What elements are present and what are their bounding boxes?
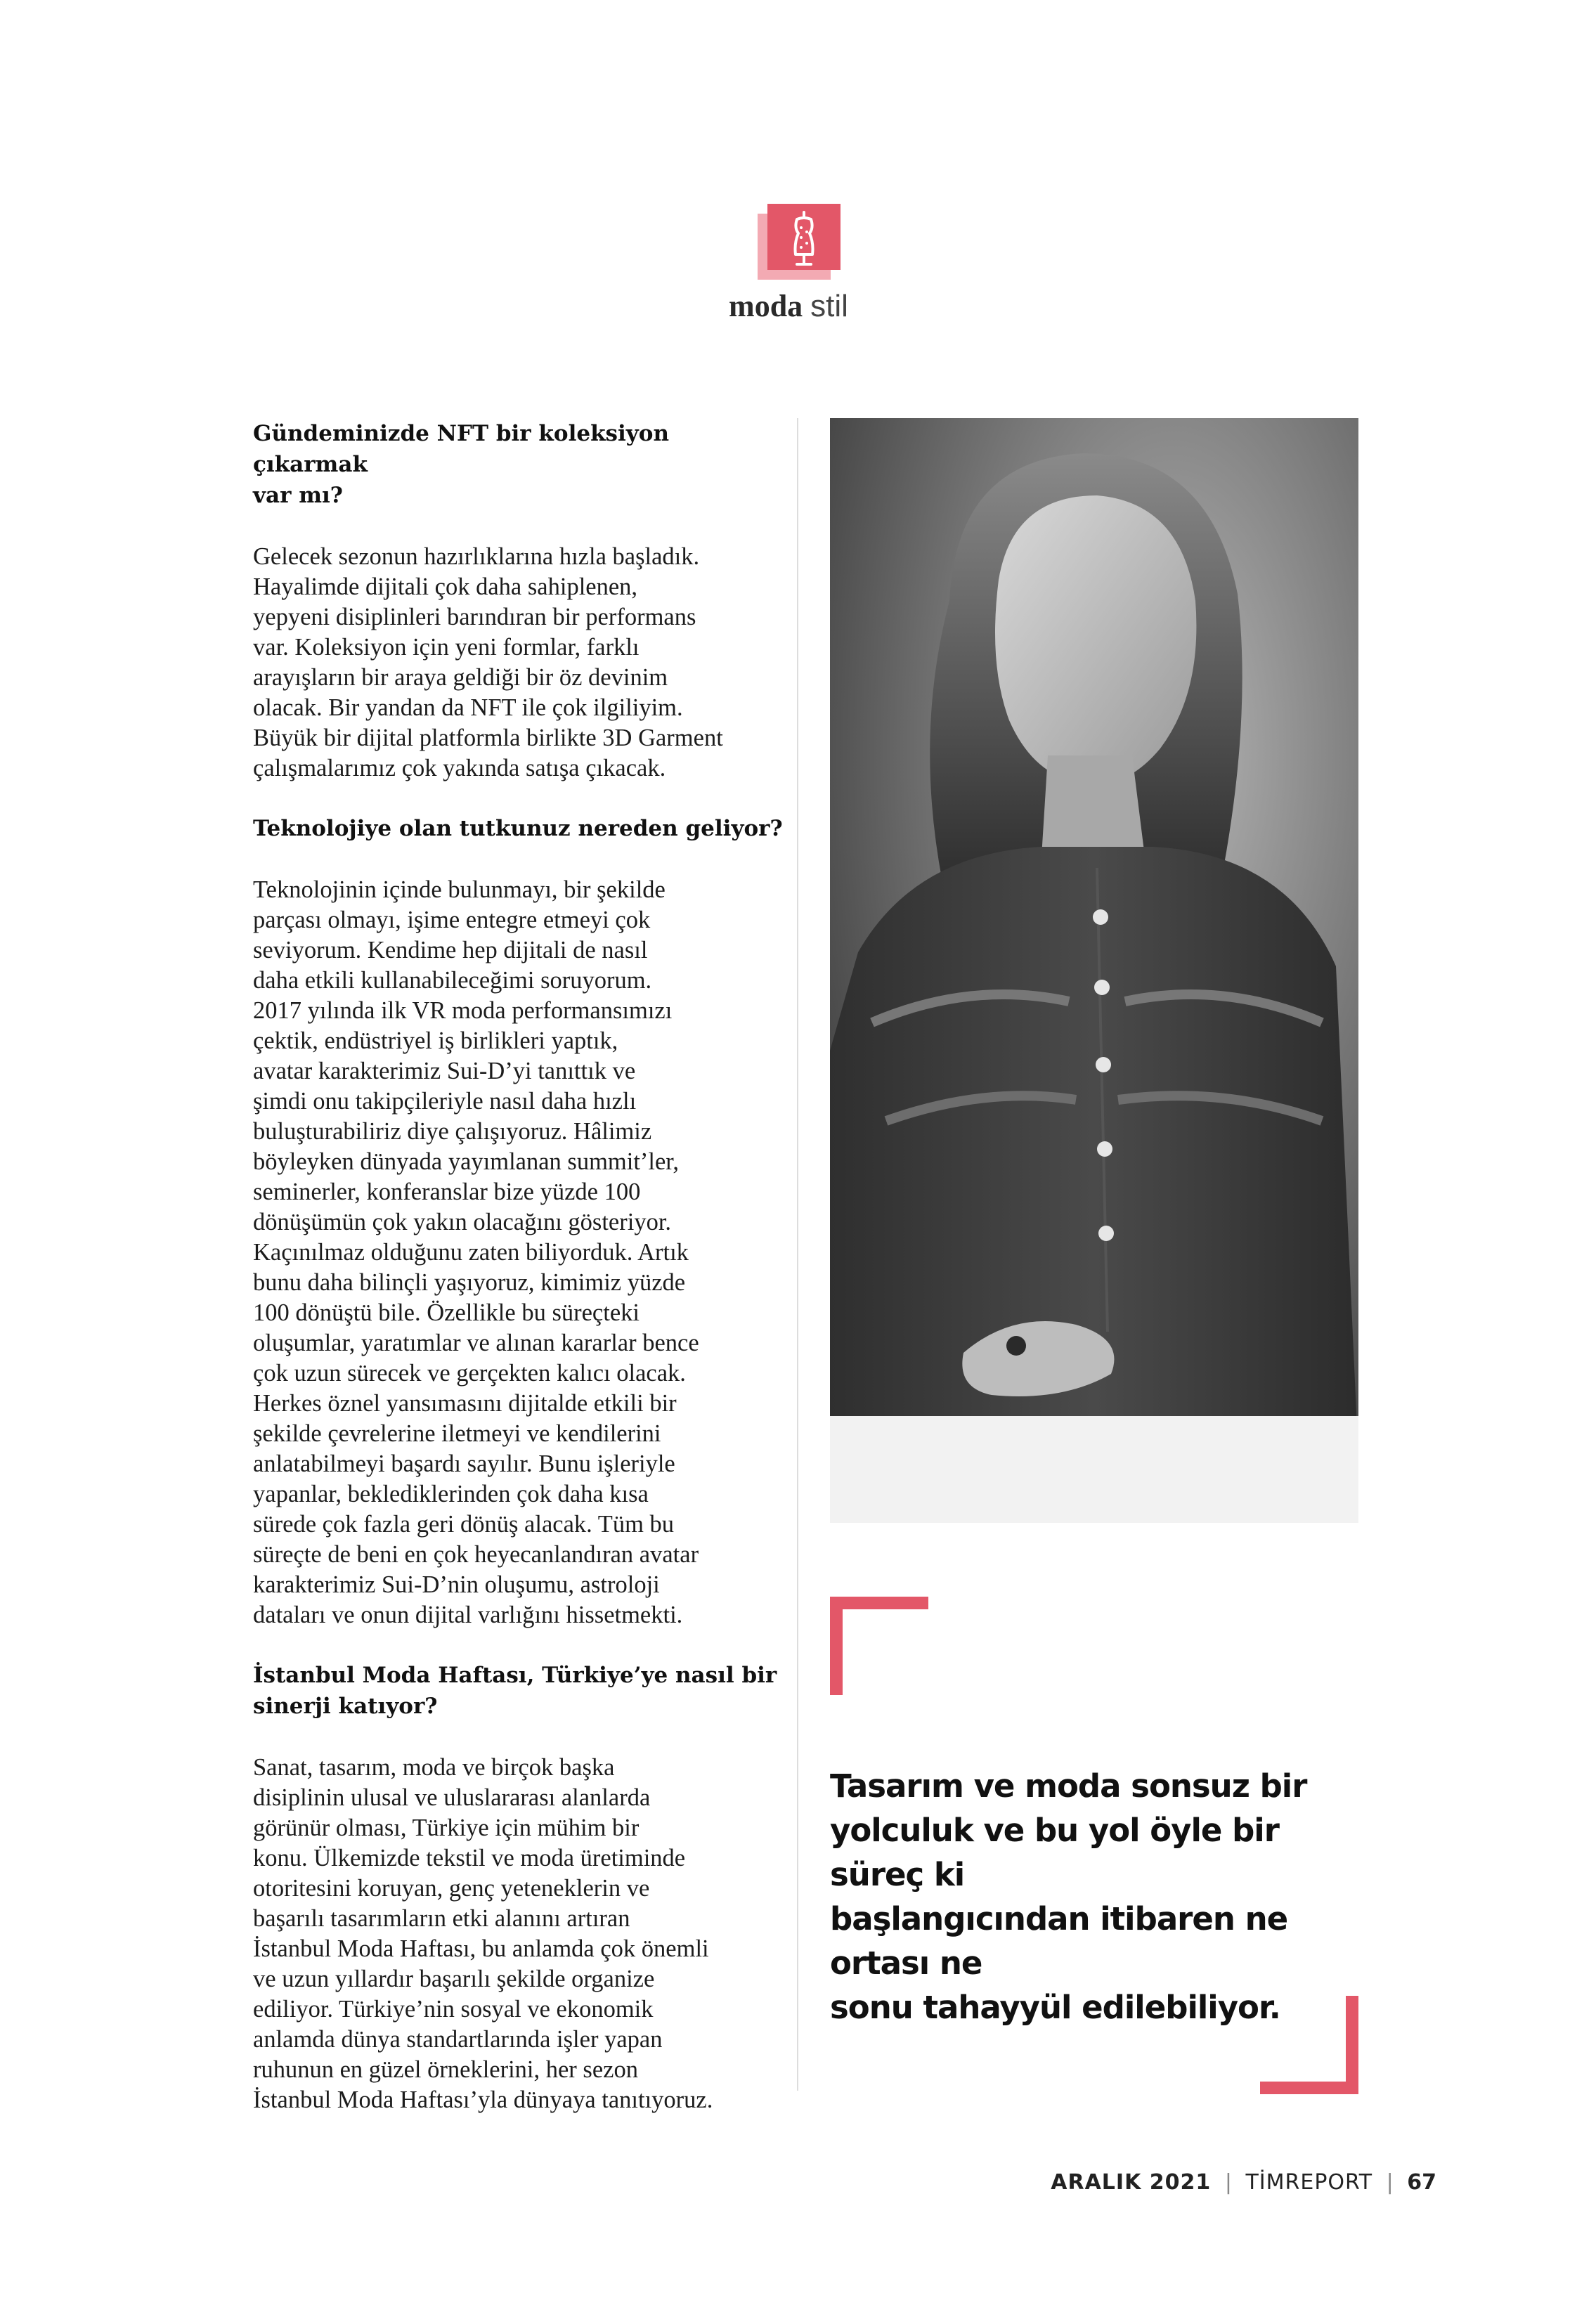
dress-form-icon (758, 204, 841, 280)
question-1: Gündeminizde NFT bir koleksiyon çıkarmak var mı? (253, 421, 670, 508)
question-3: İstanbul Moda Haftası, Türkiye’ye nasıl bir sinerji katıyor? (253, 1663, 777, 1719)
answer-1: Gelecek sezonun hazırlıklarına hızla başladık. Hayalimde dijitali çok daha sahiplenen, yepyeni disiplinleri barındıran bir performans var. Koleksiyon için yeni formlar, farklı arayışların bir araya geldiği bir öz devinim olacak. Bir yandan da NFT ile çok ilgiliyim. Büyük bir dijital platformla birlikte 3D Garment çalışmalarımız çok yakında satışa çıkacak. (253, 543, 723, 781)
section-label-bold: moda (729, 289, 803, 323)
section-label-light: stil (810, 289, 848, 323)
column-divider (797, 418, 798, 2091)
issue-date: ARALIK 2021 (1051, 2170, 1212, 2195)
quote-bracket-top-vertical (830, 1597, 843, 1695)
footer-separator-2: | (1386, 2170, 1394, 2195)
answer-3: Sanat, tasarım, moda ve birçok başka disiplinin ulusal ve uluslararası alanlarda görünür olması, Türkiye için mühim bir konu. Ülkemizde tekstil ve moda üretiminde otoritesini koruyan, genç yeteneklerin ve başarılı tasarımların etki alanını artıran İstanbul Moda Haftası, bu anlamda çok önemli ve uzun yıllardır başarılı şekilde organize ediliyor. Türkiye’nin sosyal ve ekonomik anlamda dünya standartlarında işler yapan ruhunun en güzel örneklerini, her sezon İstanbul Moda Haftası’yla dünyaya tanıtıyoruz. (253, 1754, 713, 2113)
question-2: Teknolojiye olan tutkunuz nereden geliyor? (253, 816, 783, 841)
page-number: 67 (1407, 2170, 1436, 2195)
pull-quote: Tasarım ve moda sonsuz bir yolculuk ve bu yol öyle bir süreç ki başlangıcından itibaren ne ortası ne sonu tahayyül edilebiliyor. (830, 1767, 1307, 2026)
portrait-illustration (830, 418, 1358, 1523)
quote-bracket-bottom-horizontal (1260, 2082, 1358, 2094)
footer-separator: | (1224, 2170, 1232, 2195)
quote-bracket-top-horizontal (830, 1597, 928, 1609)
answer-2: Teknolojinin içinde bulunmayı, bir şekilde parçası olmayı, işime entegre etmeyi çok seviyorum. Kendime hep dijitali de nasıl daha etkili kullanabileceğimi soruyorum. 2017 yılında ilk VR moda performansımızı çektik, endüstriyel iş birlikleri yaptık, avatar karakterimiz Sui-D’yi tanıttık ve şimdi onu takipçileriyle nasıl daha hızlı buluşturabiliriz diye çalışıyoruz. Hâlimiz böyleyken dünyada yayımlanan summit’ler, seminerler, konferanslar bize yüzde 100 dönüşümün çok yakın olacağını gösteriyor. Kaçınılmaz olduğunu zaten biliyorduk. Artık bunu daha bilinçli yaşıyoruz, kimimiz yüzde 100 dönüştü bile. Özellikle bu süreçteki oluşumlar, yaratımlar ve alınan kararlar bence çok uzun sürecek ve gerçekten kalıcı olacak. Herkes öznel yansımasını dijitalde etkili bir şekilde çevrelerine iletmeyi ve kendilerini anlatabilmeyi başardı sayılır. Bunu işleriyle yapanlar, beklediklerinden çok daha kısa sürede çok fazla geri dönüş alacak. Tüm bu süreçte de beni en çok heyecanlandıran avatar karakterimiz Sui-D’nin oluşumu, astroloji dataları ve onun dijital varlığını hissetmekti. (253, 876, 699, 1628)
page-footer (1051, 2169, 1436, 2197)
magazine-name: TİMREPORT (1245, 2170, 1373, 2195)
quote-bracket-bottom-vertical (1346, 1996, 1358, 2094)
portrait-photo (830, 418, 1358, 1523)
article-body (253, 418, 787, 2145)
section-label (661, 288, 916, 325)
